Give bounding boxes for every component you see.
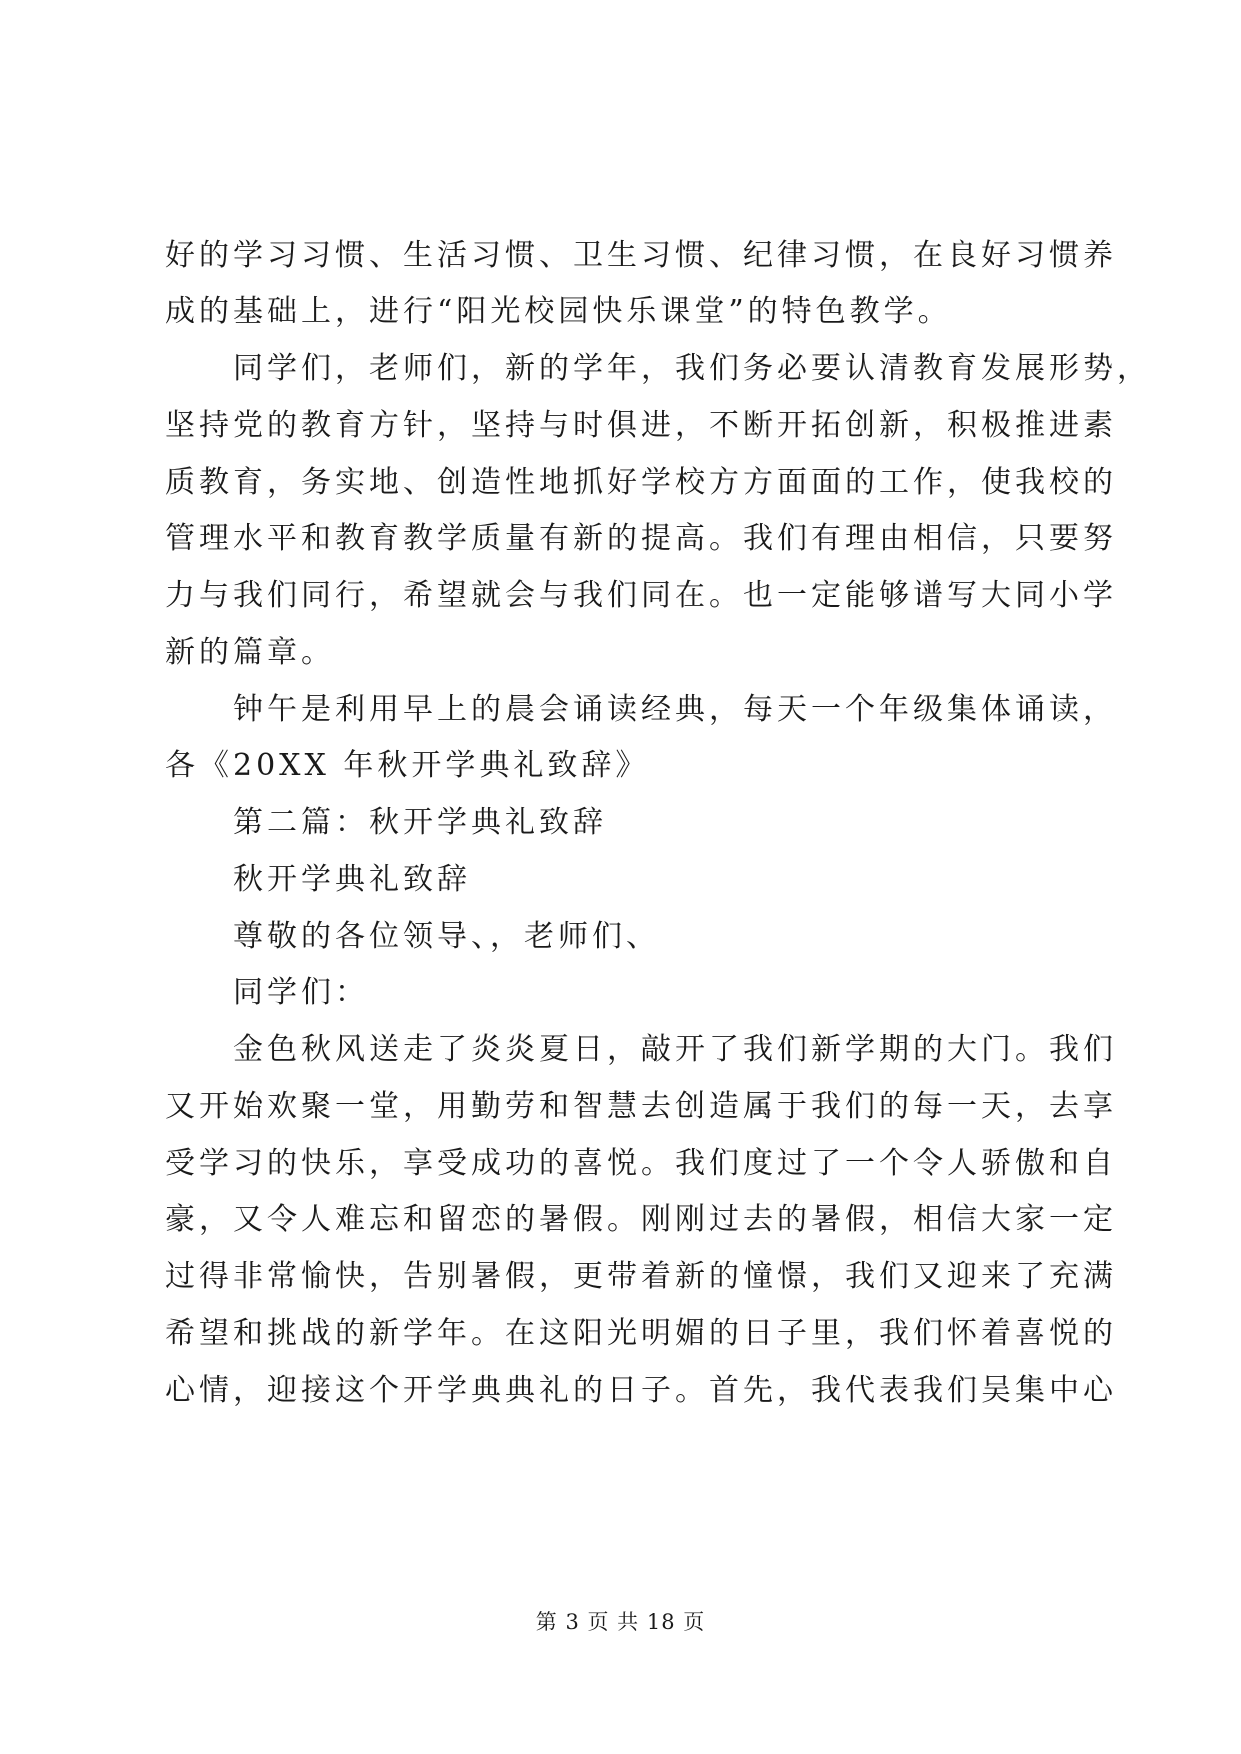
body-line: 好的学习习惯、生活习惯、卫生习惯、纪律习惯，在良好习惯养: [165, 238, 1117, 273]
body-line: 力与我们同行，希望就会与我们同在。也一定能够谱写大同小学: [165, 578, 1117, 613]
paragraph-start-line: 钟午是利用早上的晨会诵读经典，每天一个年级集体诵读，: [233, 692, 1117, 727]
body-line: 新的篇章。: [165, 635, 335, 670]
body-line: 豪，又令人难忘和留恋的暑假。刚刚过去的暑假，相信大家一定: [165, 1202, 1117, 1237]
body-line: 坚持党的教育方针，坚持与时俱进，不断开拓创新，积极推进素: [165, 408, 1117, 443]
page-number-footer: 第 3 页 共 18 页: [535, 1610, 706, 1634]
salutation-line: 尊敬的各位领导、，老师们、: [233, 919, 660, 954]
body-line: 过得非常愉快，告别暑假，更带着新的憧憬，我们又迎来了充满: [165, 1259, 1117, 1294]
body-line: 成的基础上，进行“阳光校园快乐课堂”的特色教学。: [165, 294, 952, 329]
body-line: 又开始欢聚一堂，用勤劳和智慧去创造属于我们的每一天，去享: [165, 1089, 1117, 1124]
body-line: 心情，迎接这个开学典典礼的日子。首先，我代表我们吴集中心: [165, 1373, 1117, 1408]
paragraph-start-line: 同学们，老师们，新的学年，我们务必要认清教育发展形势，: [233, 351, 1151, 386]
body-line: 质教育，务实地、创造性地抓好学校方方面面的工作，使我校的: [165, 465, 1117, 500]
salutation-line: 同学们：: [233, 975, 369, 1010]
paragraph-start-line: 金色秋风送走了炎炎夏日，敲开了我们新学期的大门。我们: [233, 1032, 1117, 1067]
body-line: 管理水平和教育教学质量有新的提高。我们有理由相信，只要努: [165, 521, 1117, 556]
body-line: 受学习的快乐，享受成功的喜悦。我们度过了一个令人骄傲和自: [165, 1146, 1117, 1181]
body-line: 希望和挑战的新学年。在这阳光明媚的日子里，我们怀着喜悦的: [165, 1316, 1117, 1351]
section-heading: 第二篇：秋开学典礼致辞: [233, 805, 607, 840]
body-line: 各《20XX 年秋开学典礼致辞》: [165, 748, 650, 783]
speech-title: 秋开学典礼致辞: [233, 862, 471, 897]
